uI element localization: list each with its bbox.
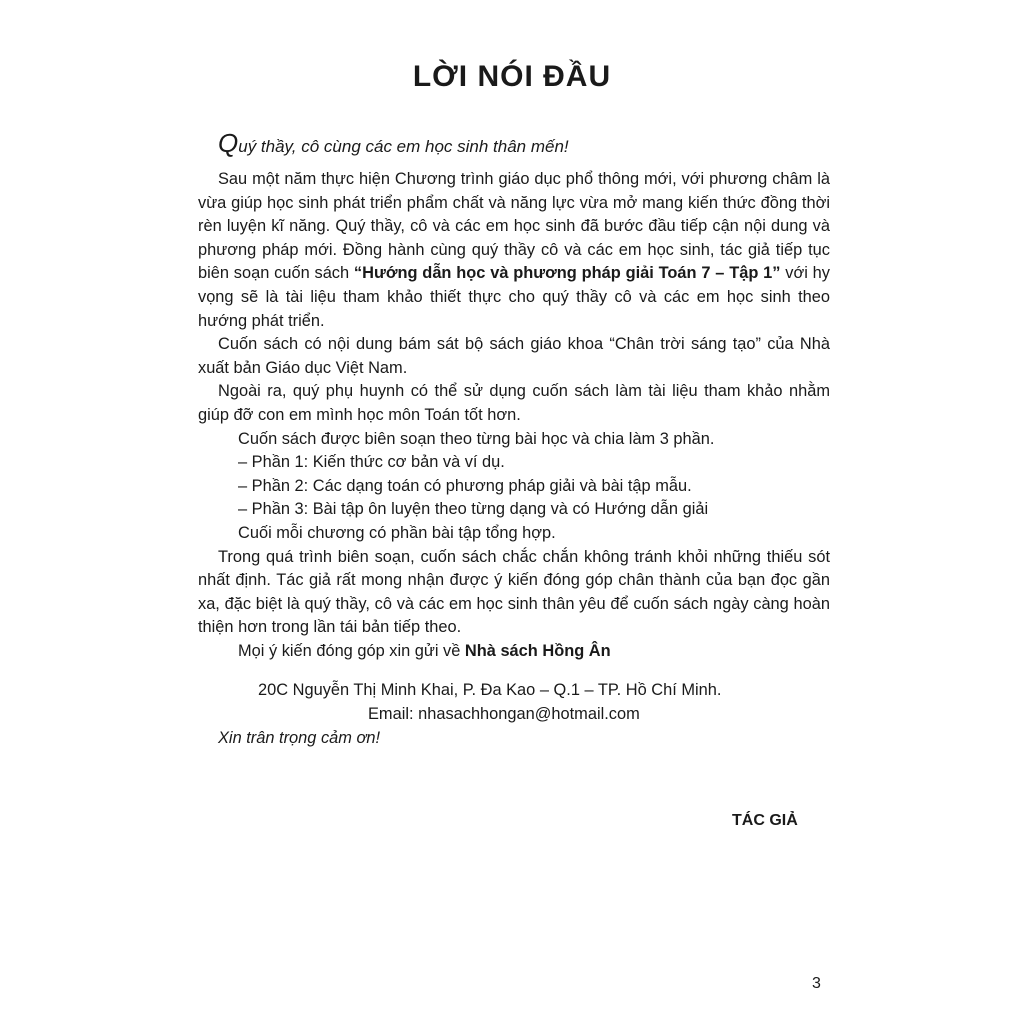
- greeting-initial: Q: [218, 128, 239, 158]
- paragraph-1-text-a: Sau một năm thực hiện Chương trình giáo dục phổ thông mới, với phương châm là vừa giúp học sinh phát triển phẩm chất và năng lực vừa mở mang kiến thức đồng thời rèn luyện kĩ năng. Quý thầy, cô và các em học sinh đã bước đầu tiếp cận nội dung và phương pháp mới. Đồng hành cùng quý thầy cô và các em học sinh, tác giả tiếp tục biên soạn cuốn sách: [198, 170, 830, 283]
- greeting: [218, 128, 569, 159]
- paragraph-4: Cuốn sách được biên soạn theo từng bài học và chia làm 3 phần.: [238, 429, 715, 448]
- paragraph-1: [198, 168, 830, 333]
- paragraph-7-text: Mọi ý kiến đóng góp xin gửi về: [238, 641, 465, 660]
- publisher-address: 20C Nguyễn Thị Minh Khai, P. Đa Kao – Q.1 – TP. Hồ Chí Minh.: [258, 681, 722, 699]
- paragraph-3: Ngoài ra, quý phụ huynh có thể sử dụng cuốn sách làm tài liệu tham khảo nhằm giúp đỡ con em mình học môn Toán tốt hơn.: [198, 382, 830, 424]
- publisher-email: Email: nhasachhongan@hotmail.com: [368, 705, 640, 723]
- author-signature: TÁC GIẢ: [732, 812, 798, 829]
- paragraph-5: Cuối mỗi chương có phần bài tập tổng hợp.: [238, 523, 556, 542]
- paragraph-2: Cuốn sách có nội dung bám sát bộ sách giáo khoa “Chân trời sáng tạo” của Nhà xuất bản Giáo dục Việt Nam.: [198, 335, 830, 377]
- part-2: – Phần 2: Các dạng toán có phương pháp giải và bài tập mẫu.: [238, 476, 692, 495]
- paragraph-1-text-b: với hy vọng sẽ là tài liệu tham khảo thiết thực cho quý thầy cô và các em học sinh theo hướng phát triển.: [198, 264, 830, 330]
- page-number: 3: [812, 975, 821, 992]
- part-3: – Phần 3: Bài tập ôn luyện theo từng dạng và có Hướng dẫn giải: [238, 500, 709, 519]
- paragraph-6: Trong quá trình biên soạn, cuốn sách chắc chắn không tránh khỏi những thiếu sót nhất định. Tác giả rất mong nhận được ý kiến đóng góp chân thành của bạn đọc gần xa, đặc biệt là quý thầy, cô và các em học sinh thân yêu để cuốn sách ngày càng hoàn thiện hơn trong lần tái bản tiếp theo.: [198, 547, 830, 637]
- page-title: LỜI NÓI ĐẦU: [412, 60, 612, 93]
- part-1: – Phần 1: Kiến thức cơ bản và ví dụ.: [238, 453, 505, 472]
- closing-thanks: Xin trân trọng cảm ơn!: [218, 729, 381, 747]
- preface-body: [198, 168, 830, 663]
- publisher-name: Nhà sách Hồng Ân: [464, 641, 611, 660]
- greeting-text: uý thầy, cô cùng các em học sinh thân mến!: [238, 137, 569, 156]
- paragraph-7: [198, 640, 830, 664]
- book-title: “Hướng dẫn học và phương pháp giải Toán 7 – Tập 1”: [353, 264, 781, 283]
